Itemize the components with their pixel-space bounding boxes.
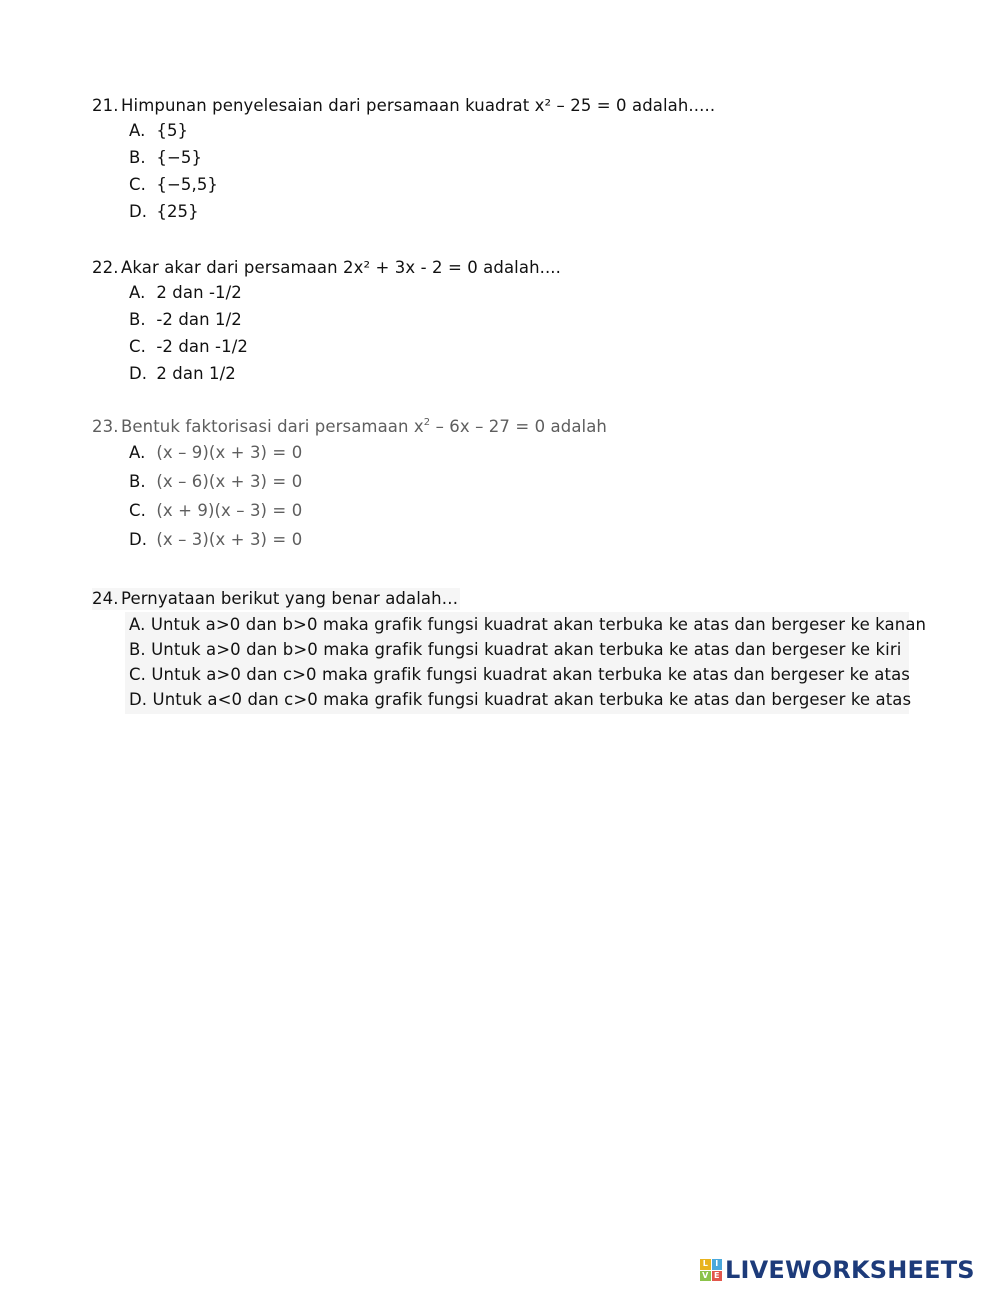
question-number: 24.	[92, 589, 119, 608]
option-d[interactable]: D. 2 dan 1/2	[129, 364, 236, 383]
question-text: Pernyataan berikut yang benar adalah…	[121, 589, 459, 608]
question-23	[92, 416, 607, 554]
option-b[interactable]: B. -2 dan 1/2	[129, 310, 242, 329]
question-text: Akar akar dari persamaan 2x² + 3x - 2 = 0 adalah....	[121, 258, 562, 277]
option-c[interactable]: C. Untuk a>0 dan c>0 maka grafik fungsi kuadrat akan terbuka ke atas dan bergeser ke atas	[129, 665, 910, 684]
question-stem	[92, 588, 460, 610]
question-21	[92, 95, 715, 225]
option-b[interactable]: B. {−5}	[129, 148, 203, 167]
option-a[interactable]: A. 2 dan -1/2	[129, 283, 242, 302]
liveworksheets-logo	[700, 1256, 975, 1284]
exponent: 2	[423, 417, 431, 428]
option-c[interactable]: C. {−5,5}	[129, 175, 219, 194]
question-stem	[92, 95, 715, 117]
option-d[interactable]: D. Untuk a<0 dan c>0 maka grafik fungsi kuadrat akan terbuka ke atas dan bergeser ke atas	[129, 690, 912, 709]
question-22	[92, 257, 561, 387]
question-number: 23.	[92, 417, 119, 436]
option-b[interactable]: B. Untuk a>0 dan b>0 maka grafik fungsi kuadrat akan terbuka ke atas dan bergeser ke kiri	[129, 640, 902, 659]
question-text-end: – 6x – 27 = 0 adalah	[430, 417, 607, 436]
question-stem	[92, 416, 607, 438]
option-a[interactable]: A. (x – 9)(x + 3) = 0	[129, 443, 303, 462]
option-b[interactable]: B. (x – 6)(x + 3) = 0	[129, 472, 303, 491]
question-text: Bentuk faktorisasi dari persamaan x	[121, 417, 424, 436]
option-c[interactable]: C. (x + 9)(x – 3) = 0	[129, 501, 303, 520]
option-d[interactable]: D. {25}	[129, 202, 199, 221]
question-stem	[92, 257, 561, 279]
question-text: Himpunan penyelesaian dari persamaan kuadrat x² – 25 = 0 adalah.....	[121, 96, 716, 115]
brand-text: LIVEWORKSHEETS	[725, 1256, 975, 1284]
question-number: 22.	[92, 258, 119, 277]
options-list	[125, 612, 927, 714]
option-a[interactable]: A. Untuk a>0 dan b>0 maka grafik fungsi kuadrat akan terbuka ke atas dan bergeser ke kanan	[129, 615, 927, 634]
option-a[interactable]: A. {5}	[129, 121, 189, 140]
option-c[interactable]: C. -2 dan -1/2	[129, 337, 248, 356]
live-blocks-icon: L I V E	[700, 1259, 722, 1281]
question-24	[92, 588, 927, 714]
option-d[interactable]: D. (x – 3)(x + 3) = 0	[129, 530, 303, 549]
question-number: 21.	[92, 96, 119, 115]
